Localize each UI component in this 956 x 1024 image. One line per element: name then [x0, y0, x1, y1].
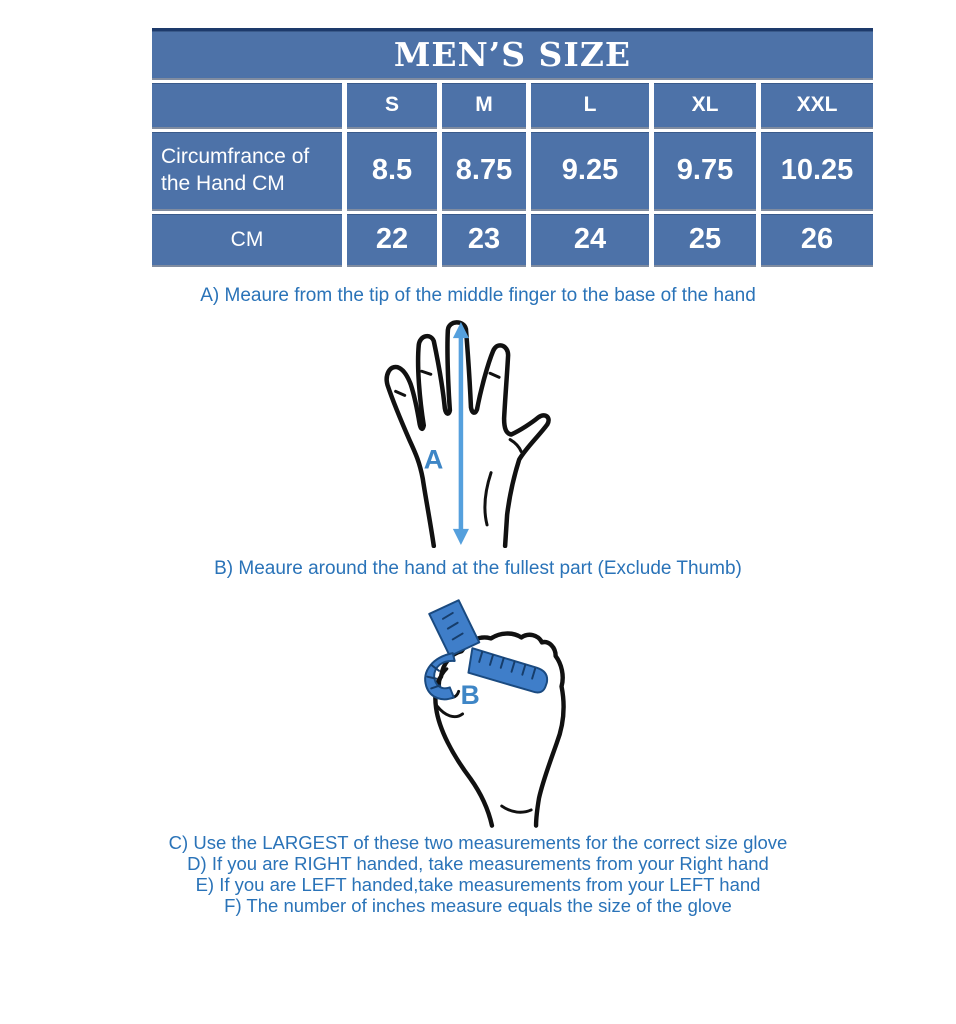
cm-value-xxl: 26 — [761, 214, 873, 265]
circumference-value-xxl: 10.25 — [761, 132, 873, 209]
row-label-circumference: Circumfrance of the Hand CM — [152, 132, 342, 209]
open-hand-diagram — [358, 312, 602, 548]
cm-value-s: 22 — [347, 214, 437, 265]
instruction-a: A) Meaure from the tip of the middle finger to the base of the hand — [200, 285, 756, 306]
cm-value-xl: 25 — [654, 214, 756, 265]
row-label-cm: CM — [152, 214, 342, 265]
column-header-s: S — [347, 83, 437, 127]
column-header-m: M — [442, 83, 526, 127]
cm-value-l: 24 — [531, 214, 649, 265]
hand-outline — [387, 322, 549, 546]
column-header-xl: XL — [654, 83, 756, 127]
instruction-f: F) The number of inches measure equals the size of the glove — [224, 895, 732, 916]
fist-tape-diagram — [392, 587, 588, 831]
circumference-value-xl: 9.75 — [654, 132, 756, 209]
circumference-value-l: 9.25 — [531, 132, 649, 209]
instruction-c: C) Use the LARGEST of these two measurements for the correct size glove — [168, 832, 788, 853]
instruction-b: B) Meaure around the hand at the fullest part (Exclude Thumb) — [214, 558, 742, 579]
table-title: MEN’S SIZE — [152, 28, 873, 78]
diagram-label-b: B — [460, 680, 480, 711]
table-corner-cell — [152, 83, 342, 127]
instruction-d: D) If you are RIGHT handed, take measurements from your Right hand — [187, 853, 769, 874]
diagram-label-a: A — [423, 443, 444, 475]
footer-instructions — [0, 832, 956, 916]
column-header-xxl: XXL — [761, 83, 873, 127]
mens-size-table — [152, 28, 873, 265]
cm-value-m: 23 — [442, 214, 526, 265]
circumference-value-s: 8.5 — [347, 132, 437, 209]
circumference-value-m: 8.75 — [442, 132, 526, 209]
instruction-e: E) If you are LEFT handed,take measurements from your LEFT hand — [195, 874, 761, 895]
column-header-l: L — [531, 83, 649, 127]
